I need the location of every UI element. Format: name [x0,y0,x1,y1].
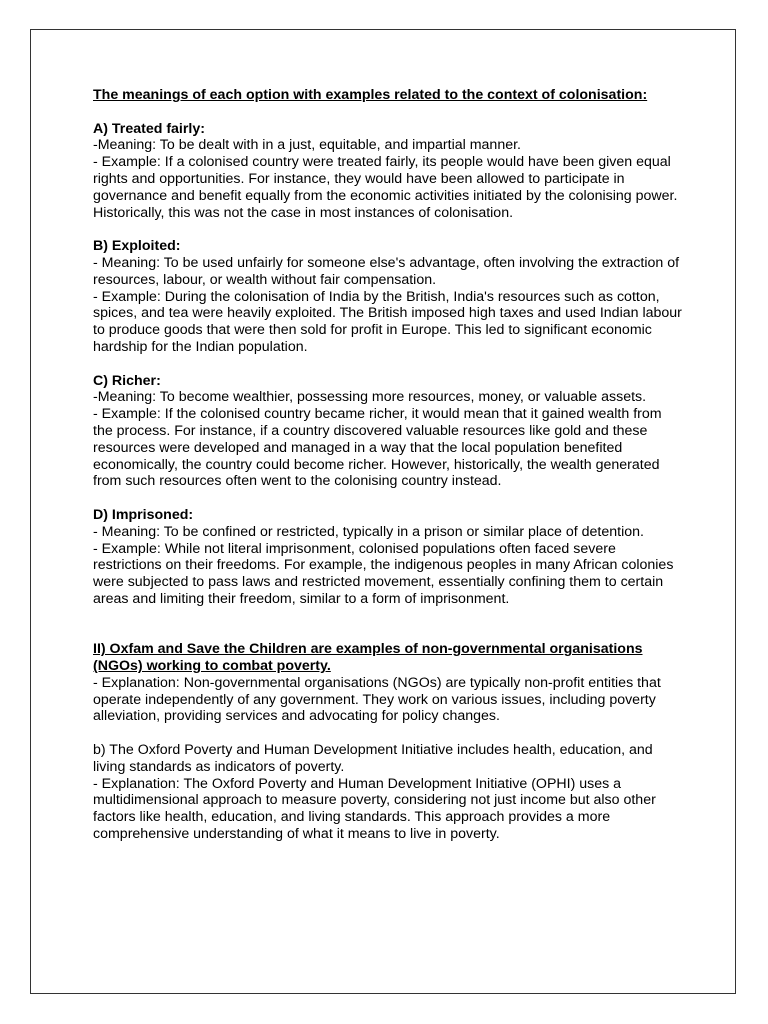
option-d-title: D) Imprisoned: [93,506,194,523]
part-ii [93,641,683,725]
option-a [93,121,683,222]
option-c-example: - Example: If the colonised country became richer, it would mean that it gained wealth from the process. For instance, if a country discovered valuable resources like gold and these resources were developed and managed in a way that the local population benefited economically, the country could become richer. However, historically, the wealth generated from such resources often went to the colonising country instead. [93,406,662,490]
option-c-meaning: -Meaning: To become wealthier, possessing more resources, money, or valuable assets. [93,389,647,406]
option-d-example: - Example: While not literal imprisonment, colonised populations often faced severe restrictions on their freedoms. For example, the indigenous peoples in many African colonies were subjected to pass laws and restricted movement, essentially confining them to certain areas and limiting their freedom, similar to a form of imprisonment. [93,540,674,607]
option-d-meaning: - Meaning: To be confined or restricted, typically in a prison or similar place of detention. [93,523,644,540]
option-d [93,507,683,608]
intro-heading: The meanings of each option with examples related to the context of colonisation: [93,87,648,103]
spacer [93,725,683,742]
option-b-example: - Example: During the colonisation of India by the British, India's resources such as cotton, spices, and tea were heavily exploited. The British imposed high taxes and used Indian labour to produce goods that were then sold for profit in Europe. This led to significant economic hardship for the Indian population. [93,288,682,355]
option-b-meaning: - Meaning: To be used unfairly for someone else's advantage, often involving the extraction of resources, labour, or wealth without fair compensation. [93,254,680,288]
spacer [93,356,683,373]
option-b-title: B) Exploited: [93,238,181,255]
part-ii-heading: II) Oxfam and Save the Children are examples of non-governmental organisations (NGOs) working to combat poverty. [93,641,643,675]
part-b [93,742,683,843]
option-c [93,373,683,491]
spacer [93,104,683,121]
part-b-statement: b) The Oxford Poverty and Human Development Initiative includes health, education, and living standards as indicators of poverty. [93,742,653,775]
spacer [93,490,683,507]
option-a-meaning: -Meaning: To be dealt with in a just, equitable, and impartial manner. [93,137,521,154]
option-a-example: - Example: If a colonised country were treated fairly, its people would have been given equal rights and opportunities. For instance, they would have been allowed to participate in governance and benefit equally from the economic activities initiated by the colonising power. Historically, this was not the case in most instances of colonisation. [93,154,678,221]
option-a-title: A) Treated fairly: [93,120,205,137]
option-c-title: C) Richer: [93,372,161,389]
spacer [93,608,683,625]
document-body [93,87,683,843]
part-ii-explanation: - Explanation: Non-governmental organisations (NGOs) are typically non-profit entities that operate independently of any government. They work on various issues, including poverty alleviation, providing services and advocating for policy changes. [93,674,661,725]
spacer [93,221,683,238]
part-b-explanation: - Explanation: The Oxford Poverty and Human Development Initiative (OPHI) uses a multidimensional approach to measure poverty, considering not just income but also other factors like health, education, and living standards. This approach provides a more comprehensive understanding of what it means to live in poverty. [93,775,656,843]
option-b [93,238,683,356]
spacer [93,625,683,642]
